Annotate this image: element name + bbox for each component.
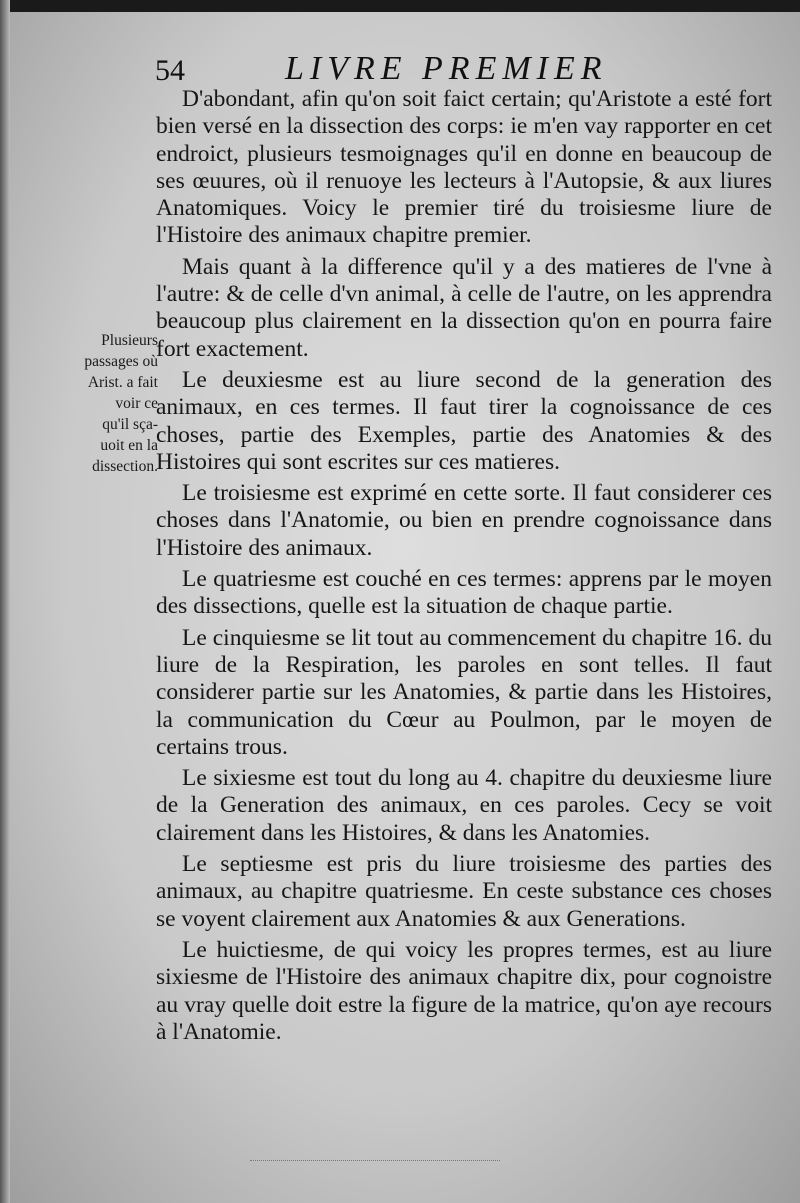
paragraph-8: Le septiesme est pris du liure troisiesme des parties des animaux, au chapitre quatriesme. En ceste substance ces choses se voyent clairement aux Anatomies & aux Generations. bbox=[156, 851, 772, 932]
body-text bbox=[156, 86, 772, 1050]
paragraph-4: Le troisiesme est exprimé en cette sorte. Il faut considerer ces choses dans l'Anatomie, ou bien en prendre cognoissance dans l'Histoire des animaux. bbox=[156, 480, 772, 561]
paragraph-5: Le quatriesme est couché en ces termes: apprens par le moyen des dissections, quelle est la situation de chaque partie. bbox=[156, 566, 772, 620]
paragraph-2: Mais quant à la difference qu'il y a des matieres de l'vne à l'autre: & de celle d'vn animal, à celle de l'autre, on les apprendra beaucoup plus clairement en la dissection qu'on en pourra faire fort exactement. bbox=[156, 253, 772, 362]
marginal-note bbox=[46, 330, 158, 477]
bottom-rule bbox=[250, 1160, 500, 1162]
marginal-line: qu'il sça- bbox=[102, 416, 158, 433]
marginal-line: voir ce bbox=[115, 395, 158, 412]
page-left-edge bbox=[0, 0, 10, 1203]
marginal-line: Plusieurs bbox=[101, 332, 158, 349]
marginal-line: passages où bbox=[84, 353, 158, 370]
paragraph-3: Le deuxiesme est au liure second de la generation des animaux, en ces termes. Il faut tirer la cognoissance de ces choses, partie des Exemples, partie des Anatomies & des Histoires qui sont escrites sur ces matieres. bbox=[156, 366, 772, 475]
marginal-line: dissection. bbox=[92, 458, 158, 475]
running-head bbox=[155, 50, 755, 90]
marginal-line: uoit en la bbox=[100, 437, 158, 454]
paragraph-6: Le cinquiesme se lit tout au commencement du chapitre 16. du liure de la Respiration, les paroles en sont telles. Il faut considerer partie sur les Anatomies, & partie dans les Histoires, la communication du Cœur au Poulmon, par le moyen de certains trous. bbox=[156, 624, 772, 760]
marginal-line: Arist. a fait bbox=[87, 374, 158, 391]
paragraph-1: D'abondant, afin qu'on soit faict certain; qu'Aristote a esté fort bien versé en la dissection des corps: ie m'en vay rapporter en cet endroict, plusieurs tesmoignages qu'il en donne en beaucoup de ses œuures, où il renuoye les lecteurs à l'Autopsie, & aux liures Anatomiques. Voicy le premier tiré du troisiesme liure de l'Histoire des animaux chapitre premier. bbox=[156, 86, 772, 249]
paragraph-9: Le huictiesme, de qui voicy les propres termes, est au liure sixiesme de l'Histoire des animaux chapitre dix, pour cognoistre au vray quelle doit estre la figure de la matrice, qu'on aye recours à l'Anatomie. bbox=[156, 936, 772, 1045]
page-top-edge bbox=[0, 0, 800, 12]
paragraph-7: Le sixiesme est tout du long au 4. chapitre du deuxiesme liure de la Generation des animaux, en ces paroles. Cecy se voit clairement dans les Histoires, & dans les Anatomies. bbox=[156, 765, 772, 846]
book-title: LIVRE PREMIER bbox=[285, 50, 608, 87]
page-number: 54 bbox=[155, 54, 185, 87]
